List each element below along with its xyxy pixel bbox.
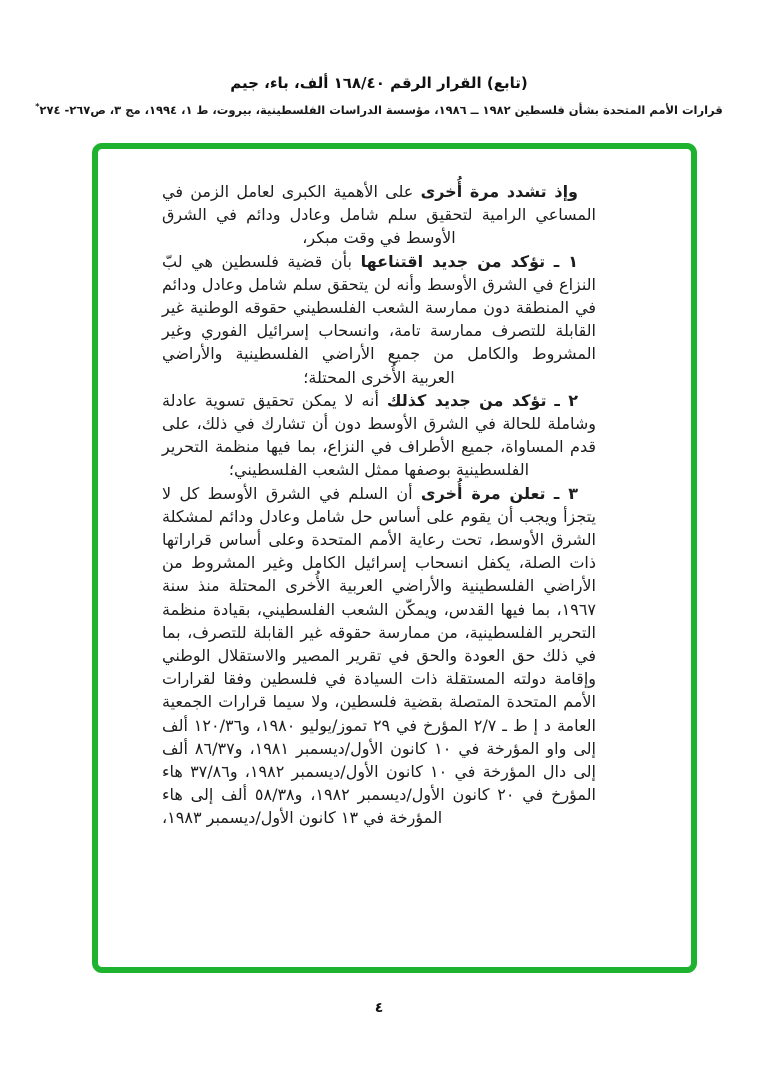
paragraph-number: ١ ـ (553, 251, 579, 271)
operative-paragraph-2 (162, 389, 596, 482)
source-citation-text: قرارات الأمم المتحدة بشأن فلسطين ١٩٨٢ ــ ١٩٨٦، مؤسسة الدراسات الفلسطينية، بيروت، ط ١، ١٩٩٤، مج ٣، ص٢٦٧- ٢٧٤ (39, 102, 723, 117)
page-number: ٤ (374, 1000, 384, 1016)
paragraph-lead: وإذ تشدد مرة أُخرى (420, 182, 578, 201)
paragraph-number: ٣ ـ (553, 483, 578, 503)
paragraph-text: على الأهمية الكبرى لعامل الزمن في المساعي الرامية لتحقيق سلم شامل وعادل ودائم في الشرق الأوسط في وقت مبكر، (162, 182, 596, 248)
paragraph-text: بأن قضية فلسطين هي لبّ النزاع في الشرق الأوسط وأنه لن يتحقق سلم شامل وعادل ودائم في المنطقة دون ممارسة الشعب الفلسطيني حقوقه الوطنية غير القابلة للتصرف ممارسة تامة، وانسحاب إسرائيل الفوري وغير المشروط والكامل من جميع الأراضي الفلسطينية والأراضي العربية الأُخرى المحتلة؛ (162, 251, 596, 387)
paragraph-lead: تؤكد من جديد كذلك (386, 390, 547, 410)
source-citation (0, 102, 758, 117)
paragraph-lead: تعلن مرة أُخرى (420, 483, 546, 503)
resolution-body (162, 180, 596, 830)
footnote-marker: * (35, 102, 40, 111)
paragraph-text: أنه لا يمكن تحقيق تسوية عادلة وشاملة للحالة في الشرق الأوسط دون أن تشارك في ذلك، على قدم المساواة، جميع الأطراف في النزاع، بما فيها منظمة التحرير الفلسطينية بوصفها ممثل الشعب الفلسطيني؛ (162, 390, 596, 480)
resolution-title: (تابع) القرار الرقم ١٦٨/٤٠ ألف، باء، جيم (230, 74, 528, 92)
operative-paragraph-3 (162, 482, 596, 830)
paragraph-lead: تؤكد من جديد اقتناعها (360, 251, 546, 271)
preamble-paragraph (162, 180, 596, 250)
paragraph-text: أن السلم في الشرق الأوسط كل لا يتجزأ ويجب أن يقوم على أساس حل شامل وعادل ودائم لمشكلة الشرق الأوسط، تحت رعاية الأمم المتحدة وعلى أساس قراراتها ذات الصلة، يكفل انسحاب إسرائيل الكامل وغير المشروط من الأراضي الفلسطينية والأراضي العربية الأُخرى المحتلة منذ سنة ١٩٦٧، بما فيها القدس، ويمكّن الشعب الفلسطيني، بقيادة منظمة التحرير الفلسطينية، من ممارسة حقوقه غير القابلة للتصرف، بما في ذلك حق العودة والحق في تقرير المصير والاستقلال الوطني وإقامة دولته المستقلة ذات السيادة في فلسطين وفقا لقرارات الأمم المتحدة المتصلة بقضية فلسطين، ولا سيما قرارات الجمعية العامة د إ ط ـ ٢/٧ المؤرخ في ٢٩ تموز/يوليو ١٩٨٠، و١٢٠/٣٦ ألف إلى واو المؤرخة في ١٠ كانون الأول/ديسمبر ١٩٨١، و٨٦/٣٧ ألف إلى دال المؤرخة في ١٠ كانون الأول/ديسمبر ١٩٨٢، و٣٧/٨٦ هاء المؤرخ في ٢٠ كانون الأول/ديسمبر ١٩٨٢، و٥٨/٣٨ ألف إلى هاء المؤرخة في ١٣ كانون الأول/ديسمبر ١٩٨٣، (162, 483, 597, 828)
operative-paragraph-1 (162, 250, 596, 389)
paragraph-number: ٢ ـ (554, 390, 579, 410)
